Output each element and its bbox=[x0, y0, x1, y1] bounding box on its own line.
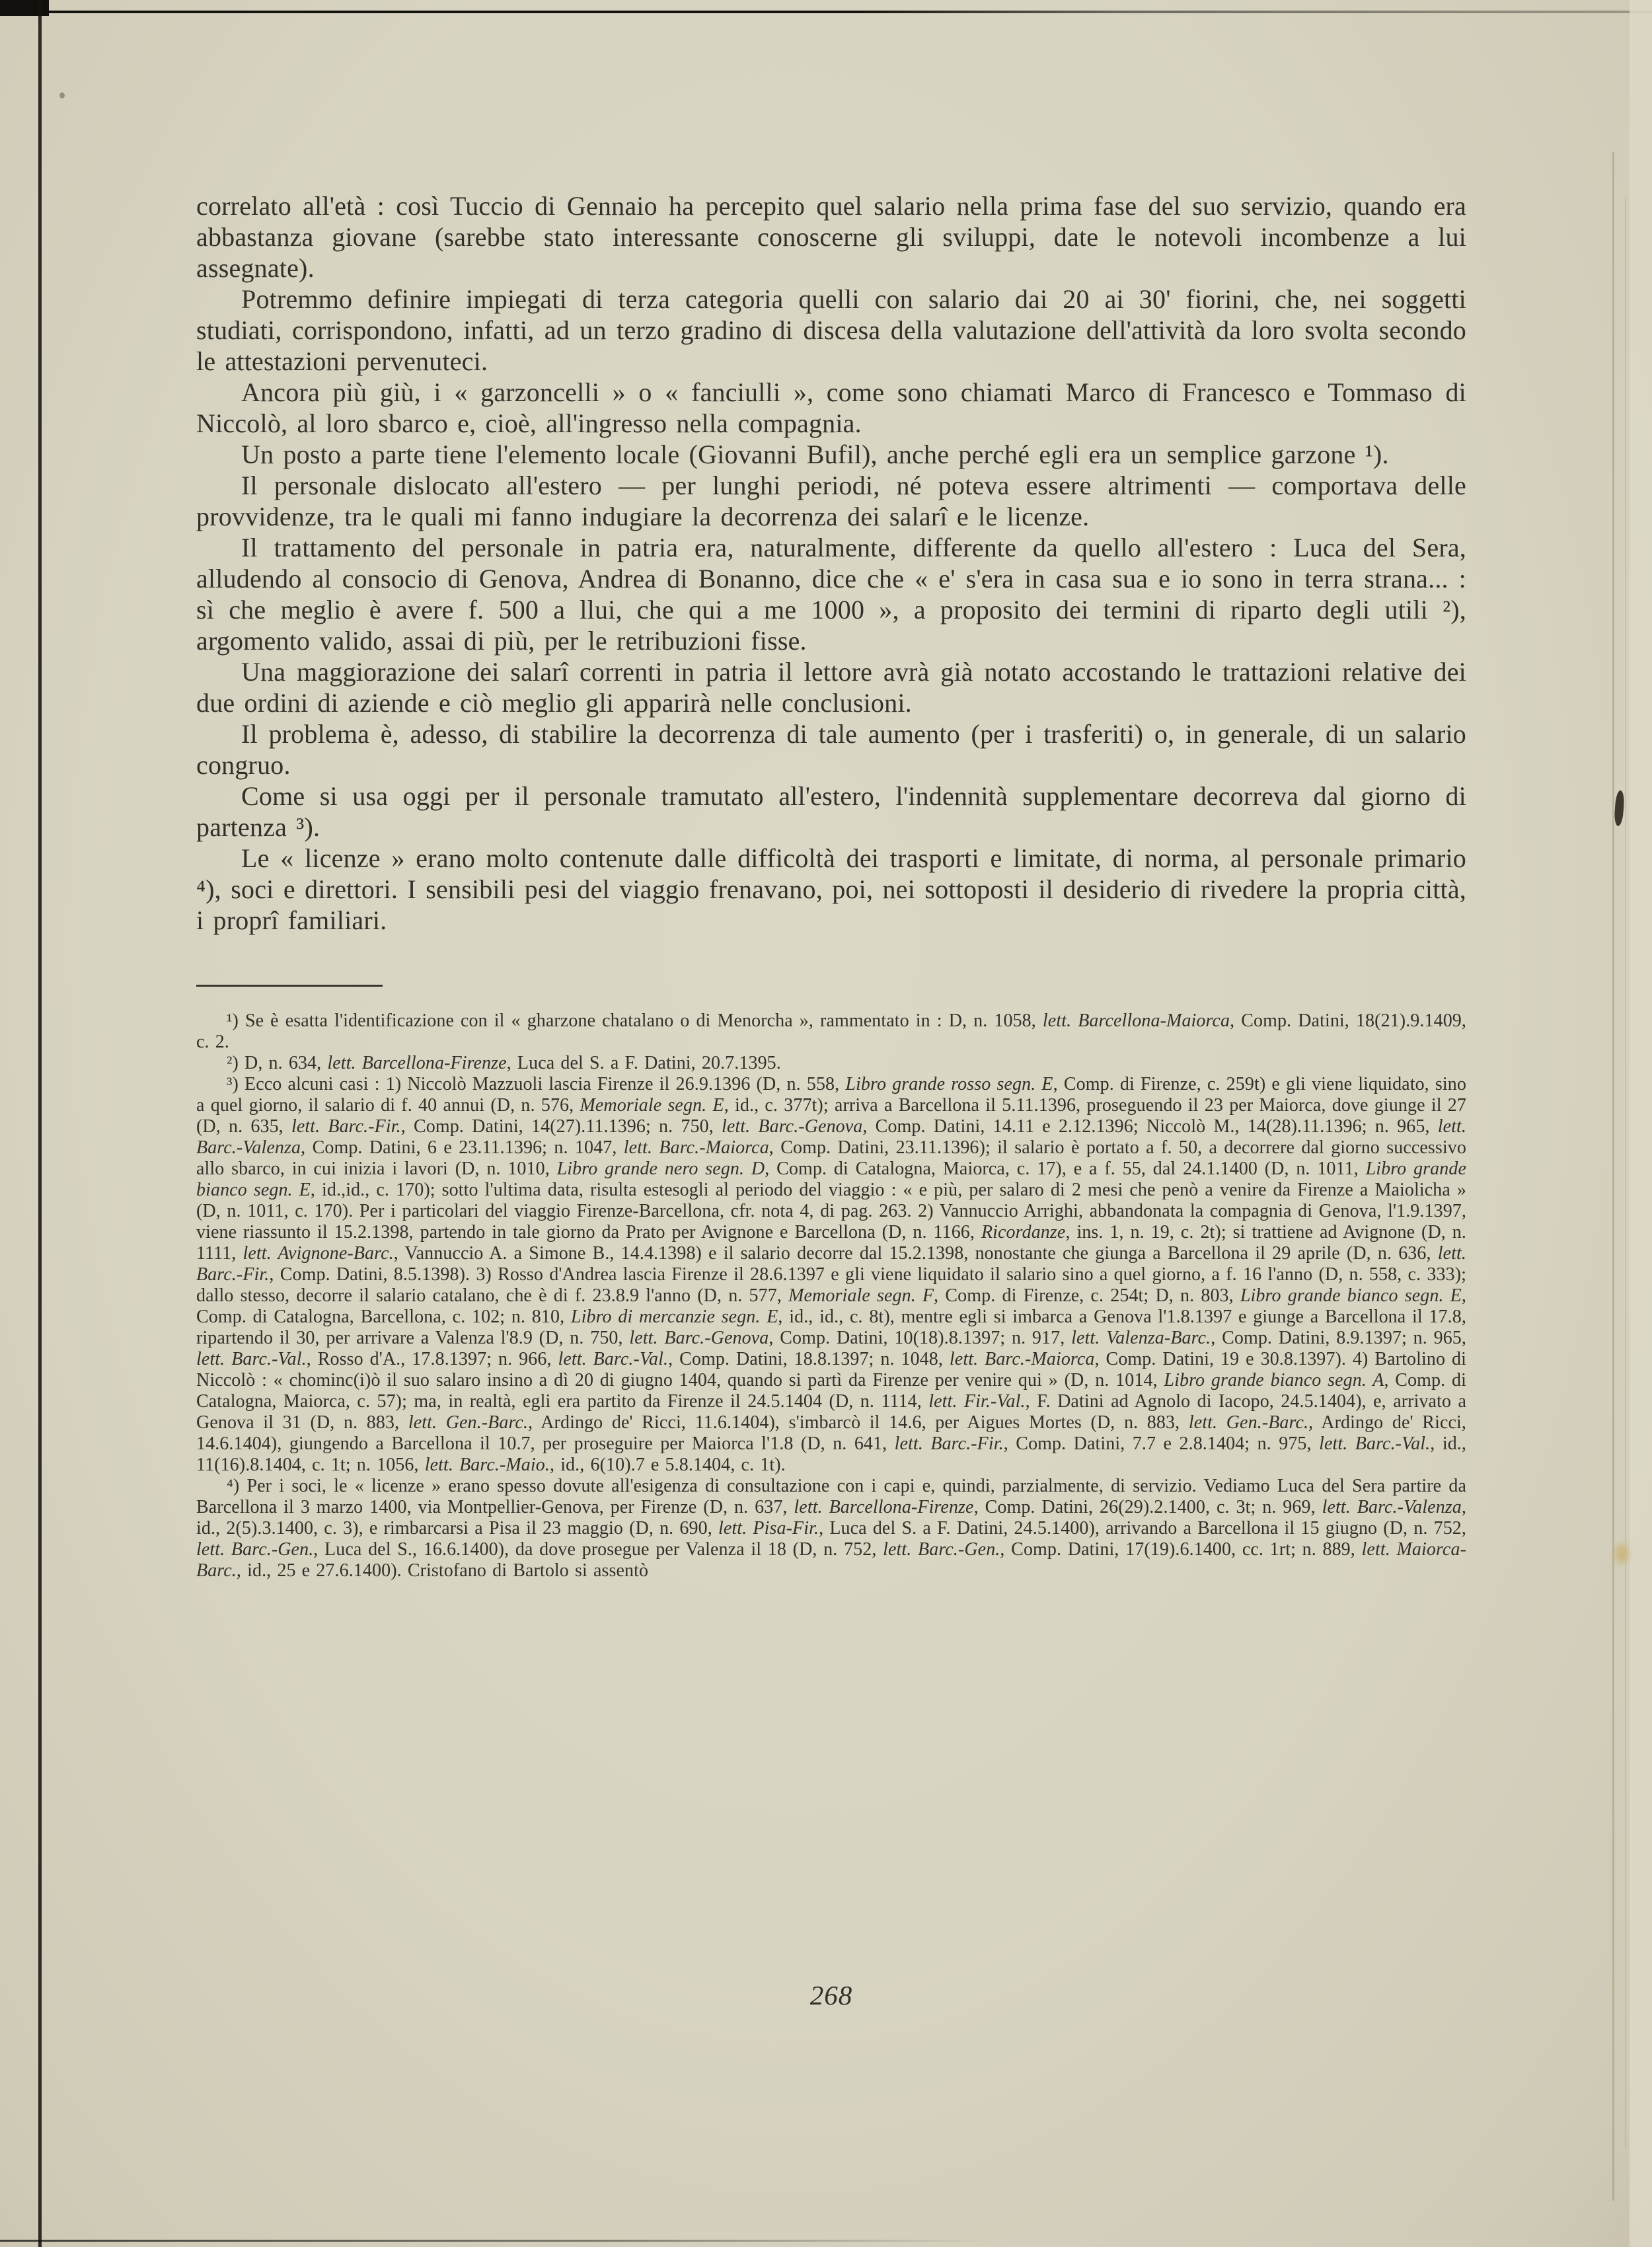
footnote-3: ³) Ecco alcuni casi : 1) Niccolò Mazzuoli lascia Firenze il 26.9.1396 (D, n. 558, Libro grande rosso segn. E, Comp. di Firenze, c. 259t) e gli viene liquidato, sino a quel giorno, il salario di f. 40 annui (D, n. 576, Memoriale segn. E, id., c. 377t); arriva a Barcellona il 5.11.1396, proseguendo il 23 per Maiorca, dove giunge il 27 (D, n. 635, lett. Barc.-Fir., Comp. Datini, 14(27).11.1396; n. 750, lett. Barc.-Genova, Comp. Datini, 14.11 e 2.12.1396; Niccolò M., 14(28).11.1396; n. 965, lett. Barc.-Valenza, Comp. Datini, 6 e 23.11.1396; n. 1047, lett. Barc.-Maiorca, Comp. Datini, 23.11.1396); il salario è portato a f. 50, a decorrere dal giorno successivo allo sbarco, in cui inizia i lavori (D, n. 1010, Libro grande nero segn. D, Comp. di Catalogna, Maiorca, c. 17), e a f. 55, dal 24.1.1400 (D, n. 1011, Libro grande bianco segn. E, id.,id., c. 170); sotto l'ultima data, risulta estesogli al periodo del viaggio : « e più, per salaro di 2 mesi che penò a venire da Firenze a Maiolicha » (D, n. 1011, c. 170). Per i particolari del viaggio Firenze-Barcellona, cfr. nota 4, di pag. 263. 2) Vannuccio Arrighi, abbandonata la compagnia di Genova, l'1.9.1397, viene riassunto il 15.2.1398, partendo in tale giorno da Prato per Avignone e Barcellona (D, n. 1166, Ricordanze, ins. 1, n. 19, c. 2t); si trattiene ad Avignone (D, n. 1111, lett. Avignone-Barc., Vannuccio A. a Simone B., 14.4.1398) e il salario decorre dal 15.2.1398, nonostante che giunga a Barcellona il 29 aprile (D, n. 636, lett. Barc.-Fir., Comp. Datini, 8.5.1398). 3) Rosso d'Andrea lascia Firenze il 28.6.1397 e gli viene liquidato il salario sino a quel giorno, a f. 16 l'anno (D, n. 558, c. 333); dallo stesso, decorre il salario catalano, che è di f. 23.8.9 l'anno (D, n. 577, Memoriale segn. F, Comp. di Firenze, c. 254t; D, n. 803, Libro grande bianco segn. E, Comp. di Catalogna, Barcellona, c. 102; n. 810, Libro di mercanzie segn. E, id., id., c. 8t), mentre egli si imbarca a Genova l'1.8.1397 e giunge a Barcellona il 17.8, ripartendo il 30, per arrivare a Valenza l'8.9 (D, n. 750, lett. Barc.-Genova, Comp. Datini, 10(18).8.1397; n. 917, lett. Valenza-Barc., Comp. Datini, 8.9.1397; n. 965, lett. Barc.-Val., Rosso d'A., 17.8.1397; n. 966, lett. Barc.-Val., Comp. Datini, 18.8.1397; n. 1048, lett. Barc.-Maiorca, Comp. Datini, 19 e 30.8.1397). 4) Bartolino di Niccolò : « chominc(i)ò il suo salaro insino a dì 20 di giugno 1404, quando si partì da Firenze per venire qui » (D, n. 1014, Libro grande bianco segn. A, Comp. di Catalogna, Maiorca, c. 57); ma, in realtà, egli era partito da Firenze il 24.5.1404 (D, n. 1114, lett. Fir.-Val., F. Datini ad Agnolo di Iacopo, 24.5.1404), e, arrivato a Genova il 31 (D, n. 883, lett. Gen.-Barc., Ardingo de' Ricci, 11.6.1404), s'imbarcò il 14.6, per Aigues Mortes (D, n. 883, lett. Gen.-Barc., Ardingo de' Ricci, 14.6.1404), giungendo a Barcellona il 10.7, per proseguire per Maiorca l'1.8 (D, n. 641, lett. Barc.-Fir., Comp. Datini, 7.7 e 2.8.1404; n. 975, lett. Barc.-Val., id., 11(16).8.1404, c. 1t; n. 1056, lett. Barc.-Maio., id., 6(10).7 e 5.8.1404, c. 1t). bbox=[196, 1074, 1467, 1475]
page-edge-line bbox=[1625, 198, 1626, 2148]
body-paragraph-10: Le « licenze » erano molto contenute dalle difficoltà dei trasporti e limitate, di norma, al personale primario ⁴), soci e direttori. I sensibili pesi del viaggio frenavano, poi, nei sottoposti il desiderio di rivedere la propria città, i proprî familiari. bbox=[196, 843, 1466, 935]
page-edge-strip bbox=[1630, 0, 1652, 2247]
body-paragraph-1: correlato all'età : così Tuccio di Gennaio ha percepito quel salario nella prima fase del suo servizio, quando era abbastanza giovane (sarebbe stato interessante conoscerne gli sviluppi, date le notevoli incombenze a lui assegnate). bbox=[196, 191, 1466, 283]
scan-border-left bbox=[38, 0, 42, 2247]
page-content bbox=[196, 190, 1466, 1581]
ink-spot bbox=[1614, 790, 1625, 827]
paper-stain bbox=[1615, 1544, 1628, 1564]
body-paragraph-8: Il problema è, adesso, di stabilire la decorrenza di tale aumento (per i trasferiti) o, in generale, di un salario congruo. bbox=[196, 719, 1466, 780]
page-number: 268 bbox=[809, 1980, 853, 2010]
footnote-2: ²) D, n. 634, lett. Barcellona-Firenze, Luca del S. a F. Datini, 20.7.1395. bbox=[227, 1053, 781, 1073]
scan-border-bottom bbox=[0, 2240, 991, 2242]
scan-border-top bbox=[0, 11, 1652, 13]
body-paragraph-2: Potremmo definire impiegati di terza categoria quelli con salario dai 20 ai 30' fiorini, che, nei soggetti studiati, corrispondono, infatti, ad un terzo gradino di discesa della valutazione dell'attività da loro svolta secondo le attestazioni pervenuteci. bbox=[196, 284, 1466, 376]
body-paragraph-3: Ancora più giù, i « garzoncelli » o « fanciulli », come sono chiamati Marco di Francesco e Tommaso di Niccolò, al loro sbarco e, cioè, all'ingresso nella compagnia. bbox=[196, 377, 1466, 438]
footnote-separator bbox=[196, 985, 383, 987]
paper-speck bbox=[59, 93, 65, 98]
body-text bbox=[196, 190, 1466, 936]
footnote-4: ⁴) Per i soci, le « licenze » erano spesso dovute all'esigenza di consultazione con i capi e, quindi, parzialmente, di servizio. Vediamo Luca del Sera partire da Barcellona il 3 marzo 1400, via Montpellier-Genova, per Firenze (D, n. 637, lett. Barcellona-Firenze, Comp. Datini, 26(29).2.1400, c. 3t; n. 969, lett. Barc.-Valenza, id., 2(5).3.1400, c. 3), e rimbarcarsi a Pisa il 23 maggio (D, n. 690, lett. Pisa-Fir., Luca del S. a F. Datini, 24.5.1400), arrivando a Barcellona il 15 giugno (D, n. 752, lett. Barc.-Gen., Luca del S., 16.6.1400), da dove prosegue per Valenza il 18 (D, n. 752, lett. Barc.-Gen., Comp. Datini, 17(19).6.1400, cc. 1rt; n. 889, lett. Maiorca-Barc., id., 25 e 27.6.1400). Cristofano di Bartolo si assentò bbox=[196, 1476, 1467, 1581]
body-paragraph-9: Come si usa oggi per il personale tramutato all'estero, l'indennità supplementare decorreva dal giorno di partenza ³). bbox=[196, 781, 1466, 842]
page-edge-line bbox=[1612, 152, 1614, 2201]
body-paragraph-5: Il personale dislocato all'estero — per lunghi periodi, né poteva essere altrimenti — comportava delle provvidenze, tra le quali mi fanno indugiare la decorrenza dei salarî e le licenze. bbox=[196, 471, 1466, 531]
body-paragraph-6: Il trattamento del personale in patria era, naturalmente, differente da quello all'estero : Luca del Sera, alludendo al consocio di Genova, Andrea di Bonanno, dice che « e' s'era in casa sua e io sono in terra strana... : sì che meglio è avere f. 500 a llui, che qui a me 1000 », a proposito dei termini di riparto degli utili ²), argomento valido, assai di più, per le retribuzioni fisse. bbox=[196, 533, 1466, 656]
body-paragraph-7: Una maggiorazione dei salarî correnti in patria il lettore avrà già notato accostando le trattazioni relative dei due ordini di aziende e ciò meglio gli apparirà nelle conclusioni. bbox=[196, 657, 1466, 718]
footnote-1: ¹) Se è esatta l'identificazione con il « gharzone chatalano o di Menorcha », rammentato in : D, n. 1058, lett. Barcellona-Maiorca, Comp. Datini, 18(21).9.1409, c. 2. bbox=[196, 1010, 1466, 1052]
footnotes bbox=[196, 1010, 1466, 1581]
body-paragraph-4: Un posto a parte tiene l'elemento locale (Giovanni Bufil), anche perché egli era un semplice garzone ¹). bbox=[241, 439, 1389, 469]
